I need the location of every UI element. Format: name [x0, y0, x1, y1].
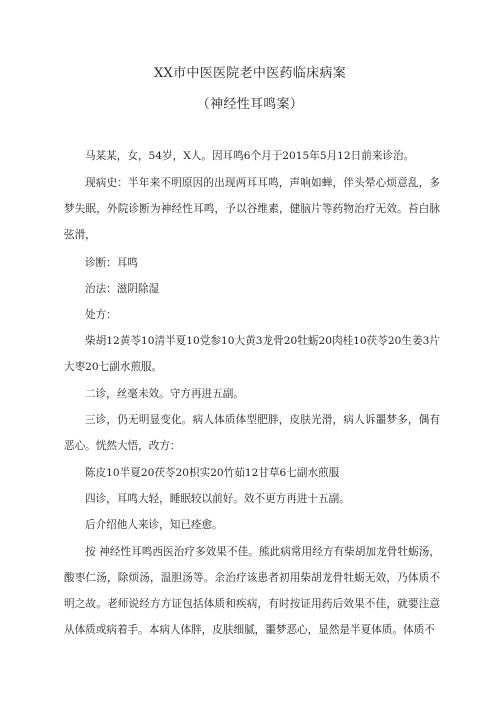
treatment-method-paragraph: 治法：滋阴除湿 [85, 283, 160, 295]
prescription-paragraph: 柴胡12黄苓10清半夏10党参10大黄3龙骨20牡蛎20肉桂10茯苓20生姜3片大枣20七副水煎服。 [64, 335, 440, 373]
medical-history-paragraph: 现病史：半年来不明原因的出现两耳耳鸣，声响如蝉，伴头晕心烦意乱，多梦失眠，外院诊断为神经性耳鸣，予以谷维素，健脑片等药物治疗无效。苔白脉弦滑， [64, 177, 440, 241]
commentary-paragraph: 按 神经性耳鸣西医治疗多效果不佳。熊此病常用经方有柴胡加龙骨牡蛎汤，酸枣仁汤，除烦汤，温胆汤等。余治疗该患者初用柴胡龙骨牡蛎无效，乃体质不明之故。老师说经方方证包括体质和疾病，有时按证用药后效果不佳，就要注意从体质或病着手。本病人体胖，皮肤细腻，噩梦恶心，显然是半夏体质。体质不 [64, 546, 440, 636]
prescription-label-paragraph: 处方： [85, 309, 117, 321]
diagnosis-paragraph: 诊断：耳鸣 [85, 257, 138, 269]
third-visit-paragraph: 三诊，仍无明显变化。病人体质体型肥胖，皮肤光滑，病人诉噩梦多，偶有恶心。恍然大悟，改方： [64, 414, 440, 452]
revised-prescription-paragraph: 陈皮10半夏20茯苓20枳实20竹茹12甘草6七副水煎服 [85, 467, 340, 479]
fourth-visit-paragraph: 四诊，耳鸣大轻，睡眠较以前好。效不更方再进十五副。 [85, 493, 350, 505]
follow-up-paragraph: 后介绍他人来诊，知已痊愈。 [85, 519, 223, 531]
patient-info-paragraph: 马某某，女，54岁，X人。因耳鸣6个月于2015年5月12日前来诊治。 [85, 150, 415, 162]
second-visit-paragraph: 二诊，丝毫未效。守方再进五副。 [85, 388, 244, 400]
document-subtitle: （神经性耳鸣案） [196, 97, 304, 112]
document-title: XX市中医医院老中医药临床病案 [153, 66, 346, 81]
